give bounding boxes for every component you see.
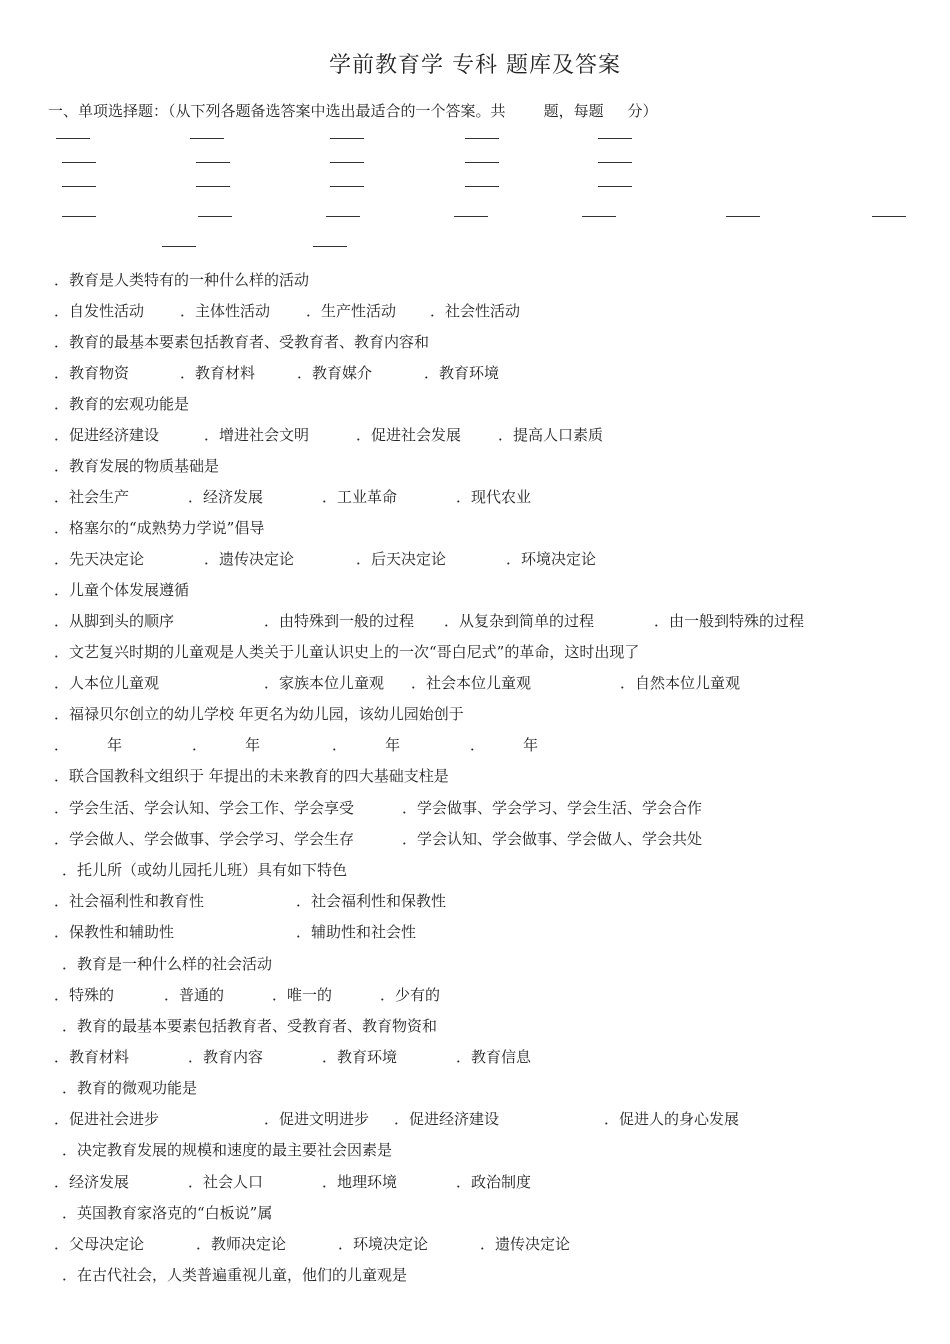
answer-blank	[330, 162, 364, 163]
answer-blank	[465, 162, 499, 163]
option[interactable]: ．促进社会进步	[54, 1110, 160, 1128]
answer-blank	[196, 186, 230, 187]
answer-blank	[726, 216, 760, 217]
option[interactable]: ．教育物资	[54, 364, 130, 382]
answer-blank-row	[0, 236, 950, 256]
option[interactable]: ．教育材料	[180, 364, 256, 382]
answer-blank	[330, 186, 364, 187]
answer-blank-row	[0, 176, 950, 196]
question-stem: ．在古代社会，人类普遍重视儿童，他们的儿童观是	[62, 1266, 408, 1284]
question-stem: ．托儿所（或幼儿园托儿班）具有如下特色	[62, 861, 348, 879]
answer-blank	[598, 138, 632, 139]
option[interactable]: ．由一般到特殊的过程	[654, 612, 805, 630]
question-stem: ．联合国教科文组织于 年提出的未来教育的四大基础支柱是	[54, 767, 449, 785]
option[interactable]: ．遗传决定论	[480, 1235, 571, 1253]
option[interactable]: ．普通的	[164, 986, 225, 1004]
question-stem: ．儿童个体发展遵循	[54, 581, 190, 599]
option[interactable]: ．工业革命	[322, 488, 398, 506]
answer-blank	[598, 186, 632, 187]
option[interactable]: ．经济发展	[188, 488, 264, 506]
answer-blank	[330, 138, 364, 139]
option[interactable]: ．从脚到头的顺序	[54, 612, 175, 630]
answer-blank	[582, 216, 616, 217]
answer-blank	[313, 246, 347, 247]
option[interactable]: ．环境决定论	[338, 1235, 429, 1253]
question-stem: ．文艺复兴时期的儿童观是人类关于儿童认识史上的一次“哥白尼式”的革命，这时出现了	[54, 643, 640, 661]
option[interactable]: ．教师决定论	[196, 1235, 287, 1253]
option[interactable]: ．教育内容	[188, 1048, 264, 1066]
option[interactable]: ．社会福利性和教育性	[54, 892, 205, 910]
option[interactable]: ．特殊的	[54, 986, 115, 1004]
answer-blank	[198, 216, 232, 217]
option[interactable]: ．增进社会文明	[204, 426, 310, 444]
option[interactable]: ．父母决定论	[54, 1235, 145, 1253]
option[interactable]: ．辅助性和社会性	[296, 923, 417, 941]
answer-blank	[598, 162, 632, 163]
answer-blank	[465, 138, 499, 139]
option[interactable]: ．学会生活、学会认知、学会工作、学会享受	[54, 799, 355, 817]
option[interactable]: ．主体性活动	[180, 302, 271, 320]
question-stem: ．教育的宏观功能是	[54, 395, 190, 413]
option[interactable]: ． 年	[192, 736, 261, 754]
option[interactable]: ．由特殊到一般的过程	[264, 612, 415, 630]
option[interactable]: ．政治制度	[456, 1173, 532, 1191]
option[interactable]: ．教育媒介	[297, 364, 373, 382]
answer-blank	[326, 216, 360, 217]
answer-blank	[56, 138, 90, 139]
question-stem: ．教育的最基本要素包括教育者、受教育者、教育内容和	[54, 333, 430, 351]
answer-blank	[454, 216, 488, 217]
answer-blank-row	[0, 206, 950, 226]
page-title: 学前教育学 专科 题库及答案	[329, 53, 621, 78]
option[interactable]: ．家族本位儿童观	[264, 674, 385, 692]
option[interactable]: ．地理环境	[322, 1173, 398, 1191]
option[interactable]: ．教育材料	[54, 1048, 130, 1066]
answer-blank	[162, 246, 196, 247]
option[interactable]: ．促进经济建设	[394, 1110, 500, 1128]
question-stem: ．教育是一种什么样的社会活动	[62, 955, 273, 973]
option[interactable]: ．生产性活动	[306, 302, 397, 320]
option[interactable]: ．促进社会发展	[356, 426, 462, 444]
question-stem: ．教育发展的物质基础是	[54, 457, 220, 475]
answer-blank	[872, 216, 906, 217]
question-stem: ．福禄贝尔创立的幼儿学校 年更名为幼儿园，该幼儿园始创于	[54, 705, 464, 723]
question-stem: ．教育的最基本要素包括教育者、受教育者、教育物资和	[62, 1017, 438, 1035]
option[interactable]: ． 年	[332, 736, 401, 754]
option[interactable]: ． 年	[54, 736, 123, 754]
option[interactable]: ．学会做事、学会学习、学会生活、学会合作	[402, 799, 703, 817]
option[interactable]: ．促进文明进步	[264, 1110, 370, 1128]
option[interactable]: ．学会认知、学会做事、学会做人、学会共处	[402, 830, 703, 848]
option[interactable]: ．环境决定论	[506, 550, 597, 568]
option[interactable]: ．促进经济建设	[54, 426, 160, 444]
option[interactable]: ．自发性活动	[54, 302, 145, 320]
option[interactable]: ．少有的	[380, 986, 441, 1004]
option[interactable]: ．教育信息	[456, 1048, 532, 1066]
section-heading: 一、单项选择题：（从下列各题备选答案中选出最适合的一个答案。共 题，每题 分）	[48, 102, 658, 120]
option[interactable]: ．学会做人、学会做事、学会学习、学会生存	[54, 830, 355, 848]
option[interactable]: ．从复杂到简单的过程	[444, 612, 595, 630]
option[interactable]: ．社会人口	[188, 1173, 264, 1191]
option[interactable]: ．先天决定论	[54, 550, 145, 568]
option[interactable]: ．促进人的身心发展	[604, 1110, 740, 1128]
option[interactable]: ．社会生产	[54, 488, 130, 506]
option[interactable]: ．提高人口素质	[498, 426, 604, 444]
option[interactable]: ．社会性活动	[430, 302, 521, 320]
option[interactable]: ．遗传决定论	[204, 550, 295, 568]
option[interactable]: ．现代农业	[456, 488, 532, 506]
option[interactable]: ．经济发展	[54, 1173, 130, 1191]
option[interactable]: ．保教性和辅助性	[54, 923, 175, 941]
answer-blank	[196, 162, 230, 163]
option[interactable]: ．教育环境	[424, 364, 500, 382]
answer-blank-row	[0, 152, 950, 172]
option[interactable]: ．后天决定论	[356, 550, 447, 568]
question-stem: ．格塞尔的“成熟势力学说”倡导	[54, 519, 265, 537]
option[interactable]: ．社会本位儿童观	[411, 674, 532, 692]
answer-blank-row	[0, 128, 950, 148]
question-stem: ．英国教育家洛克的“白板说”属	[62, 1204, 273, 1222]
question-stem: ．教育的微观功能是	[62, 1079, 198, 1097]
answer-blank	[190, 138, 224, 139]
answer-blank	[62, 186, 96, 187]
option[interactable]: ．教育环境	[322, 1048, 398, 1066]
option[interactable]: ．唯一的	[272, 986, 333, 1004]
question-stem: ．决定教育发展的规模和速度的最主要社会因素是	[62, 1141, 393, 1159]
option[interactable]: ．自然本位儿童观	[620, 674, 741, 692]
answer-blank	[465, 186, 499, 187]
option[interactable]: ．社会福利性和保教性	[296, 892, 447, 910]
option[interactable]: ． 年	[470, 736, 539, 754]
question-stem: ．教育是人类特有的一种什么样的活动	[54, 271, 310, 289]
option[interactable]: ．人本位儿童观	[54, 674, 160, 692]
answer-blank	[62, 162, 96, 163]
answer-blank	[62, 216, 96, 217]
